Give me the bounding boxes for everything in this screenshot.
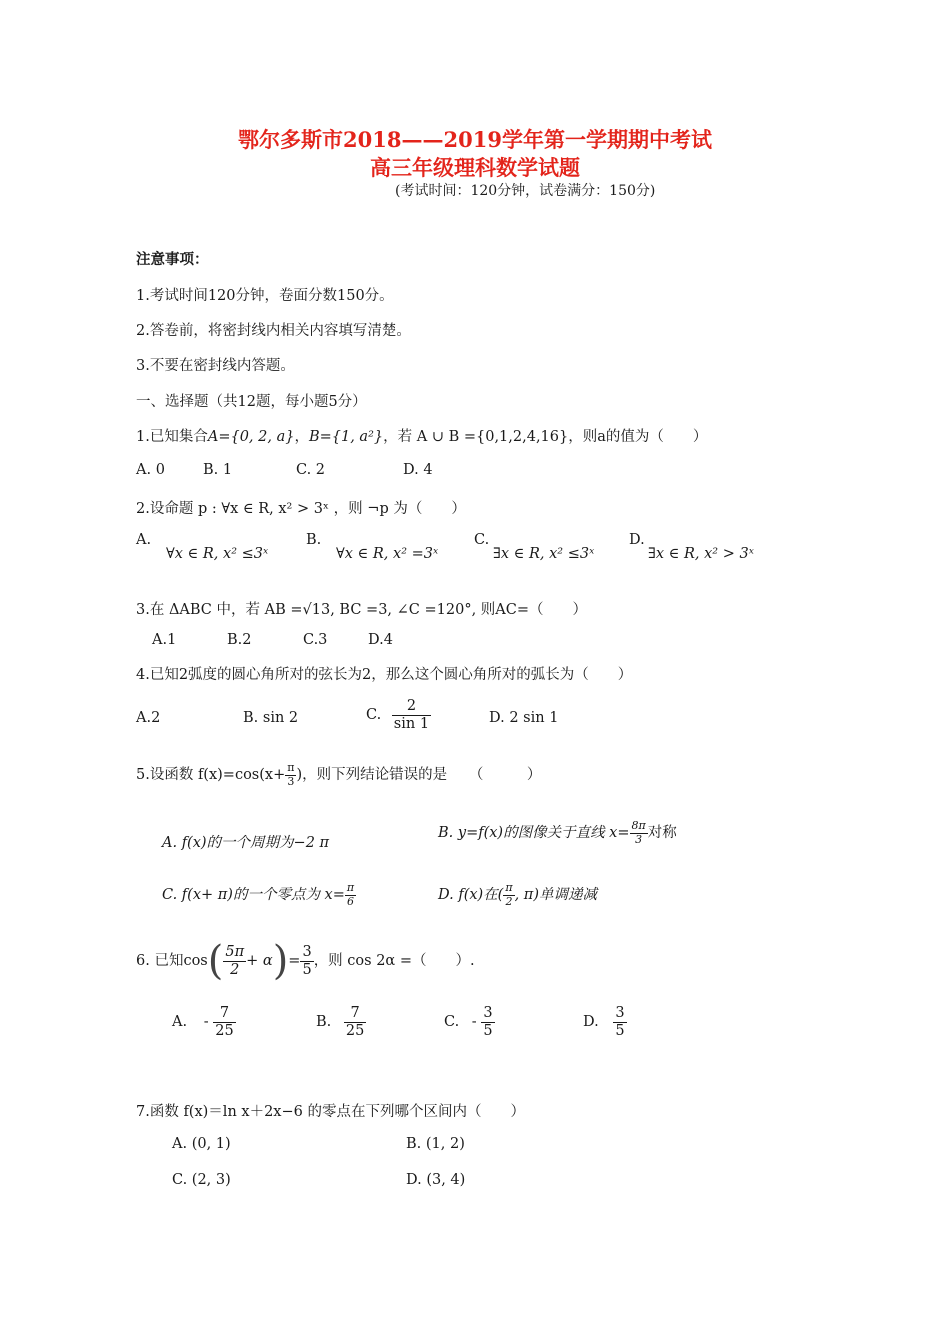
q5-option-d: [438, 882, 597, 908]
q6-option-num: 7: [213, 1005, 235, 1023]
q6-option-label: A.: [172, 1014, 188, 1031]
q6-option-num: 3: [483, 1005, 493, 1021]
q4-option-c: [366, 698, 431, 732]
q1-set-a: A={0, 2, a}: [207, 429, 295, 445]
q2-option-expr: ∀x ∈ R, x² =3ˣ: [336, 546, 439, 562]
q6-inner-num: 5π: [225, 943, 245, 960]
question-7: 7.函数 f(x)＝ln x＋2x−6 的零点在下列哪个区间内（ ）: [136, 1104, 525, 1120]
q5-b-num: 8π: [631, 819, 646, 832]
q6-option-label: D.: [583, 1014, 599, 1031]
q5-c-num: π: [346, 881, 355, 894]
q6-option-sign: -: [471, 1014, 477, 1031]
q5-d-num: π: [505, 881, 513, 894]
note-item: 3.不要在密封线内答题。: [136, 358, 295, 374]
q3-option: A.1: [152, 632, 177, 648]
q5-b-suffix: 对称: [647, 825, 677, 842]
exam-title: 鄂尔多斯市2018——2019学年第一学期期中考试: [238, 127, 712, 152]
q6-option-d: [583, 1005, 627, 1039]
q6-option-num: 7: [344, 1005, 366, 1023]
q6-inner-plus: + α: [246, 953, 273, 969]
q4-c-numerator: 2: [392, 698, 431, 716]
q7-option: D. (3, 4): [406, 1172, 466, 1188]
q7-option: A. (0, 1): [172, 1136, 231, 1152]
q6-option-sign: -: [203, 1014, 209, 1031]
note-item: 2.答卷前，将密封线内相关内容填写清楚。: [136, 323, 411, 339]
q5-c-prefix: C. f(x+ π)的一个零点为 x=: [162, 887, 345, 904]
question-4: 4.已知2弧度的圆心角所对的弦长为2，那么这个圆心角所对的弧长为（ ）: [136, 667, 633, 683]
exam-subject-title: 高三年级理科数学试题: [370, 155, 580, 180]
question-5: [136, 762, 541, 788]
q5-frac-den: 3: [287, 774, 295, 788]
question-3: 3.在 ΔABC 中，若 AB =√13, BC =3, ∠C =120°, 则AC=（ ）: [136, 602, 588, 618]
q2-option-label: B.: [306, 532, 322, 548]
notes-heading: 注意事项：: [136, 251, 209, 268]
q1-condition: ，若 A ∪ B ={0,1,2,4,16}: [383, 429, 569, 445]
q6-option-label: B.: [316, 1014, 332, 1031]
q2-option-label: A.: [136, 532, 152, 548]
q2-option-expr: ∃x ∈ R, x² ≤3ˣ: [493, 546, 595, 562]
q1-option: A. 0: [136, 462, 165, 478]
q4-option-d: D. 2 sin 1: [489, 710, 559, 726]
q7-option: B. (1, 2): [406, 1136, 465, 1152]
q1-set-b: B={1, a²}: [308, 429, 384, 445]
q6-suffix: ，则 cos 2α =（ ）.: [313, 953, 475, 969]
q6-option-den: 25: [345, 1022, 365, 1039]
q6-option-den: 5: [483, 1022, 493, 1039]
section-heading: 一、选择题（共12题，每小题5分）: [136, 394, 367, 410]
q2-option-expr: ∀x ∈ R, x² ≤3ˣ: [166, 546, 269, 562]
q6-inner-den: 2: [230, 961, 240, 978]
q3-option: C.3: [303, 632, 328, 648]
q5-b-prefix: B. y=f(x)的图像关于直线 x=: [438, 825, 630, 842]
q6-rhs-den: 5: [302, 961, 312, 978]
q5-option-b: [438, 820, 677, 846]
q5-d-suffix: , π)单调递减: [514, 887, 597, 904]
q5-suffix: )，则下列结论错误的是 （ ）: [296, 767, 542, 784]
exam-time-note: (考试时间：120分钟，试卷满分：150分): [395, 183, 656, 199]
question-1: 1.已知集合A={0, 2, a}，B={1, a²}，若 A ∪ B ={0,1,2,4,16}，则a的值为（ ）: [136, 429, 708, 445]
q4-option-a: A.2: [136, 710, 161, 726]
q6-prefix: 6. 已知cos: [136, 953, 208, 969]
q6-rhs-num: 3: [302, 943, 312, 960]
q1-prefix: 1.已知集合: [136, 429, 208, 445]
q4-c-denominator: sin 1: [393, 715, 430, 732]
q3-option: D.4: [368, 632, 393, 648]
q2-option-expr: ∃x ∈ R, x² > 3ˣ: [648, 546, 754, 562]
q5-option-c: [162, 882, 356, 908]
q5-c-den: 6: [347, 894, 354, 908]
question-6: 6. 已知cos( $\frac{5\pi}{2}$ + α)= $\frac{3}{5}$ ，则 cos 2α =（ ）.: [136, 938, 475, 984]
q3-option: B.2: [227, 632, 252, 648]
q6-option-num: 3: [615, 1005, 625, 1021]
q1-suffix: ，则a的值为（ ）: [568, 429, 708, 445]
q6-option-c: [444, 1005, 495, 1039]
q1-option: D. 4: [403, 462, 433, 478]
q5-b-den: 3: [635, 832, 643, 846]
q5-option-a: A. f(x)的一个周期为−2 π: [162, 835, 330, 851]
q4-option-b: B. sin 2: [243, 710, 299, 726]
q5-frac-num: π: [287, 761, 295, 774]
q5-prefix: 5.设函数 f(x)=cos(x+: [136, 767, 286, 784]
q2-option-label: C.: [474, 532, 490, 548]
q2-option-label: D.: [629, 532, 645, 548]
q6-equals: =: [288, 953, 301, 969]
question-2: 2.设命题 p : ∀x ∈ R, x² > 3ˣ ，则 ¬p 为（ ）: [136, 501, 466, 517]
note-item: 1.考试时间120分钟，卷面分数150分。: [136, 288, 394, 304]
q5-d-den: 2: [505, 894, 513, 908]
q1-option: B. 1: [203, 462, 233, 478]
q6-option-den: 5: [615, 1022, 625, 1039]
q6-option-b: [316, 1005, 366, 1039]
q6-option-den: 25: [215, 1022, 234, 1039]
q6-option-a: [172, 1005, 236, 1039]
q4-c-label: C.: [366, 707, 382, 724]
q6-option-label: C.: [444, 1014, 460, 1031]
q5-d-prefix: D. f(x)在(: [438, 887, 504, 904]
q1-option: C. 2: [296, 462, 326, 478]
q7-option: C. (2, 3): [172, 1172, 231, 1188]
